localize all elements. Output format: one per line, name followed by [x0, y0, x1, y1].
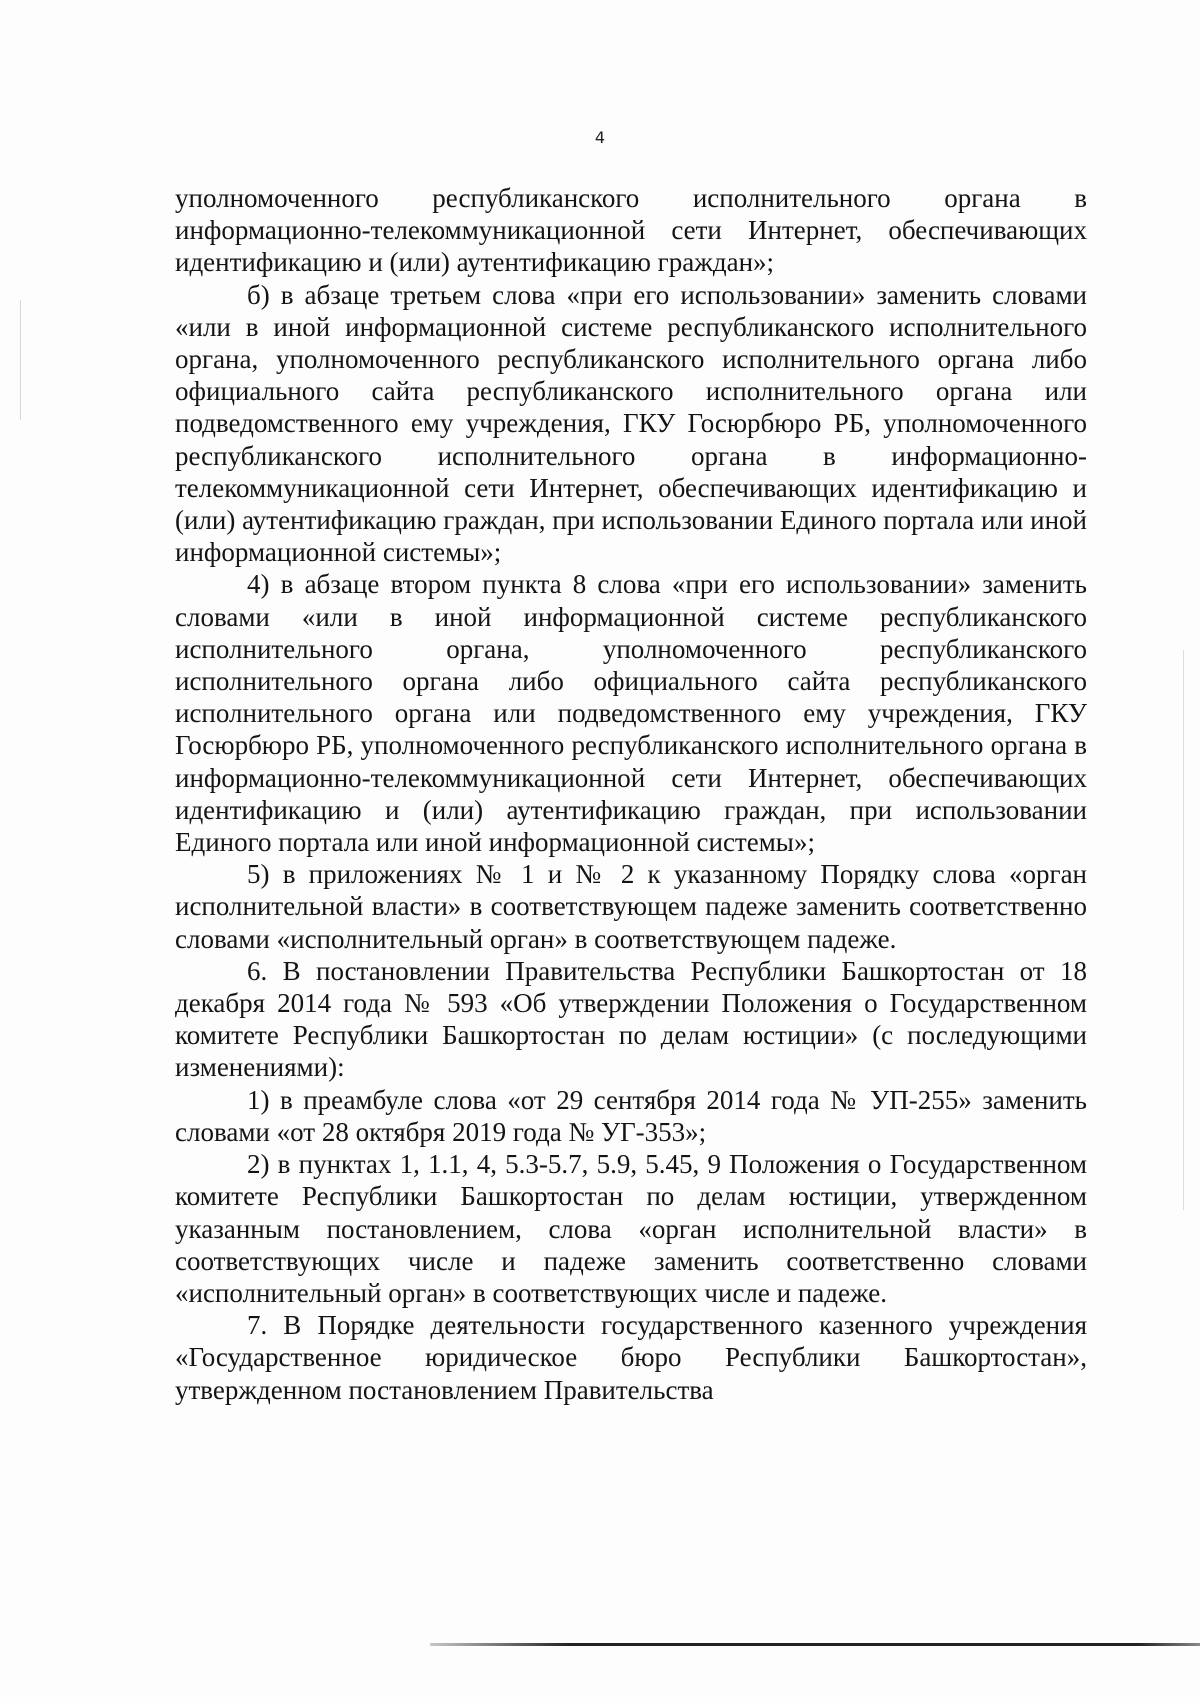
paragraph-item-4: 4) в абзаце втором пункта 8 слова «при его использовании» заменить словами «или в иной информационной системе республиканского исполнительного органа, уполномоченного республиканского исполнительного органа либо официального сайта республиканского исполнительного органа или подведомственного ему учреждения, ГКУ Госюрбюро РБ, уполномоченного республиканского исполнительного органа в информационно-телекоммуникационной сети Интернет, обеспечивающих идентификацию и (или) аутентификацию граждан, при использовании Единого портала или иной информационной системы»;	[175, 569, 1087, 858]
paragraph-continuation: уполномоченного республиканского исполнительного органа в информационно-телекоммуникационной сети Интернет, обеспечивающих идентификацию и (или) аутентификацию граждан»;	[175, 183, 1087, 278]
scan-artifact-right	[1183, 650, 1184, 1210]
page-number: 4	[594, 128, 606, 147]
paragraph-item-b: б) в абзаце третьем слова «при его использовании» заменить словами «или в иной информационной системе республиканского исполнительного органа, уполномоченного республиканского исполнительного органа либо официального сайта республиканского исполнительного органа или подведомственного ему учреждения, ГКУ Госюрбюро РБ, уполномоченного республиканского исполнительного органа в информационно-телекоммуникационной сети Интернет, обеспечивающих идентификацию и (или) аутентификацию граждан, при использовании Единого портала или иной информационной системы»;	[175, 279, 1087, 568]
paragraph-section-6-item-2: 2) в пунктах 1, 1.1, 4, 5.3-5.7, 5.9, 5.45, 9 Положения о Государственном комитете Республики Башкортостан по делам юстиции, утвержденном указанным постановлением, слова «орган исполнительной власти» в соответствующих числе и падеже заменить соответственно словами «исполнительный орган» в соответствующих числе и падеже.	[175, 1149, 1087, 1308]
paragraph-section-7: 7. В Порядке деятельности государственного казенного учреждения «Государственное юридическое бюро Республики Башкортостан», утвержденном постановлением Правительства	[175, 1310, 1087, 1405]
paragraph-section-6: 6. В постановлении Правительства Республики Башкортостан от 18 декабря 2014 года № 593 «Об утверждении Положения о Государственном комитете Республики Башкортостан по делам юстиции» (с последующими изменениями):	[175, 955, 1087, 1083]
document-body	[175, 182, 1087, 1406]
paragraph-item-5: 5) в приложениях № 1 и № 2 к указанному Порядку слова «орган исполнительной власти» в соответствующем падеже заменить соответственно словами «исполнительный орган» в соответствующем падеже.	[175, 859, 1087, 954]
scan-artifact-left	[20, 300, 21, 420]
bottom-scan-rule	[430, 1643, 1200, 1646]
paragraph-section-6-item-1: 1) в преамбуле слова «от 29 сентября 2014 года № УП-255» заменить словами «от 28 октября 2019 года № УГ-353»;	[175, 1084, 1087, 1147]
